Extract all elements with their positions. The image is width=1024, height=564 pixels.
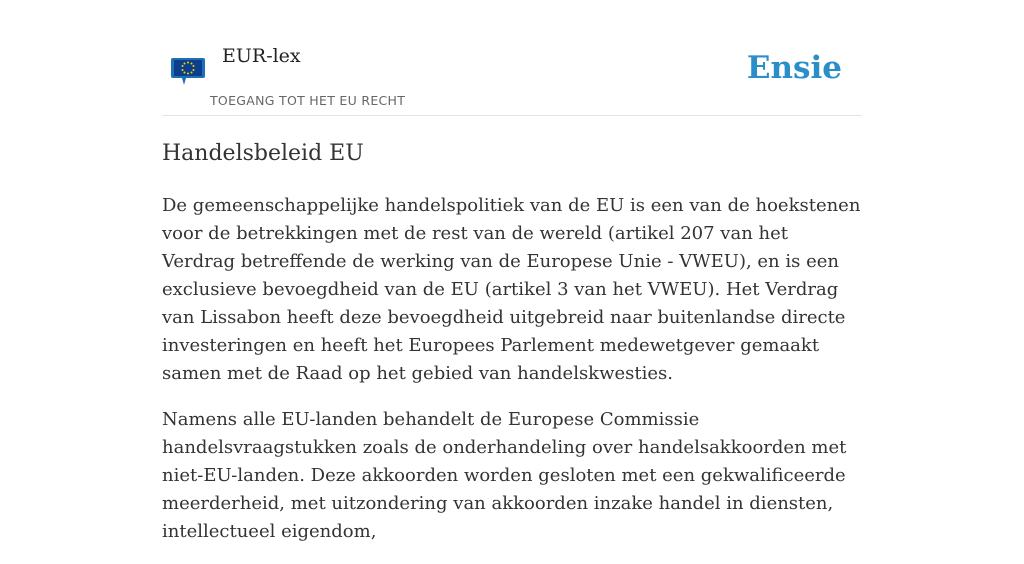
header (162, 0, 862, 116)
article-paragraph: De gemeenschappelijke handelspolitiek van de EU is een van de hoekstenen voor de betrekkingen met de rest van de wereld (artikel 207 van het Verdrag betreffende de werking van de Europese Unie - VWEU), en is een exclusieve bevoegdheid van de EU (artikel 3 van het VWEU). Het Verdrag van Lissabon heeft deze bevoegdheid uitgebreid naar buitenlandse directe investeringen en heeft het Europees Parlement medewetgever gemaakt samen met de Raad op het gebied van handelskwesties. (162, 195, 861, 384)
brand-name[interactable]: EUR-lex (222, 45, 301, 67)
brand-tagline: TOEGANG TOT HET EU RECHT (210, 93, 406, 108)
eu-flag-screen-icon[interactable] (170, 56, 206, 88)
article-paragraph: Namens alle EU-landen behandelt de Europese Commissie handelsvraagstukken zoals de onderhandeling over handelsakkoorden met niet-EU-landen. Deze akkoorden worden gesloten met een gekwalificeerde meerderheid, met uitzondering van akkoorden inzake handel in diensten, intellectueel eigendom, (162, 409, 847, 542)
article-title: Handelsbeleid EU (162, 141, 364, 166)
article (162, 138, 862, 564)
ensie-logo[interactable]: Ensie (746, 50, 842, 86)
